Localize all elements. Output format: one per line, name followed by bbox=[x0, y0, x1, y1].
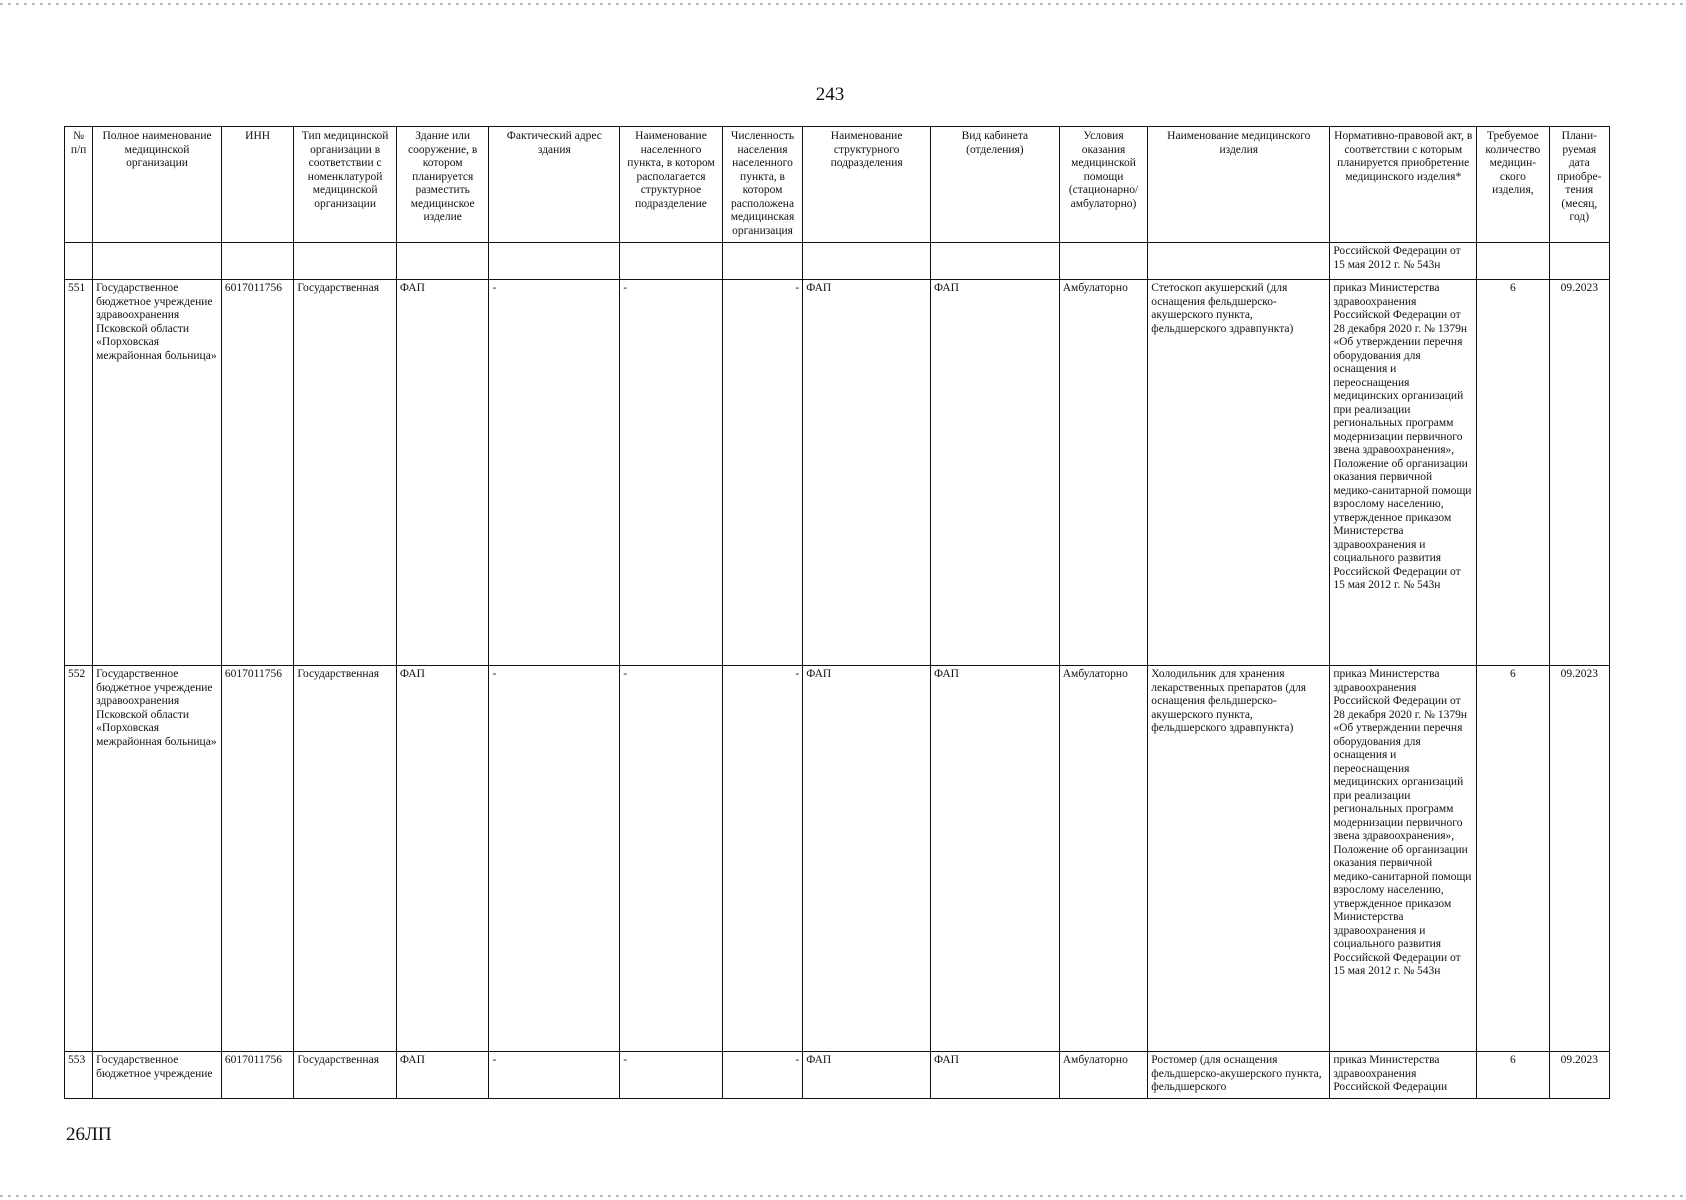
row-date: 09.2023 bbox=[1549, 1052, 1609, 1099]
row-settlement: - bbox=[620, 1052, 723, 1099]
row-number: 551 bbox=[65, 280, 93, 666]
table-row bbox=[65, 666, 1610, 1052]
header-inn: ИНН bbox=[221, 127, 293, 243]
header-building: Здание или сооружение, в котором планируется разместить медицинское изделие bbox=[396, 127, 489, 243]
row-act: приказ Министерства здравоохранения Российской Федерации от 28 декабря 2020 г. № 1379н «Об утверждении перечня оборудования для оснащения и переоснащения медицинских организаций при реализации региональных программ модернизации первичного звена здравоохранения», Положение об организации оказания первичной медико-санитарной помощи взрослому населению, утвержденное приказом Министерства здравоохранения и социального развития Российской Федерации от 15 мая 2012 г. № 543н bbox=[1330, 666, 1477, 1052]
table-row bbox=[65, 1052, 1610, 1099]
header-device: Наименование медицинского изделия bbox=[1148, 127, 1330, 243]
row-building: ФАП bbox=[396, 280, 489, 666]
header-date: Плани-руемая дата приобре-тения (месяц, год) bbox=[1549, 127, 1609, 243]
row-org-type: Государственная bbox=[294, 280, 397, 666]
row-population: - bbox=[722, 1052, 802, 1099]
row-inn: 6017011756 bbox=[221, 666, 293, 1052]
row-number: 553 bbox=[65, 1052, 93, 1099]
row-settlement: - bbox=[620, 280, 723, 666]
header-settlement: Наименование населенного пункта, в котором располагается структурное подразделение bbox=[620, 127, 723, 243]
document-code: 26ЛП bbox=[66, 1124, 112, 1145]
header-address: Фактический адрес здания bbox=[489, 127, 620, 243]
row-date: 09.2023 bbox=[1549, 666, 1609, 1052]
row-address: - bbox=[489, 1052, 620, 1099]
row-act: приказ Министерства здравоохранения Российской Федерации от 28 декабря 2020 г. № 1379н «Об утверждении перечня оборудования для оснащения и переоснащения медицинских организаций при реализации региональных программ модернизации первичного звена здравоохранения», Положение об организации оказания первичной медико-санитарной помощи взрослому населению, утвержденное приказом Министерства здравоохранения и социального развития Российской Федерации от 15 мая 2012 г. № 543н bbox=[1330, 280, 1477, 666]
header-population: Численность населения населенного пункта, в котором расположена медицинская организация bbox=[722, 127, 802, 243]
row-population: - bbox=[722, 280, 802, 666]
row-conditions: Амбулаторно bbox=[1059, 1052, 1148, 1099]
row-cabinet: ФАП bbox=[931, 280, 1060, 666]
row-date: 09.2023 bbox=[1549, 280, 1609, 666]
row-cabinet: ФАП bbox=[931, 666, 1060, 1052]
row-unit: ФАП bbox=[803, 666, 931, 1052]
scan-edge-bottom bbox=[0, 1195, 1686, 1197]
row-inn: 6017011756 bbox=[221, 280, 293, 666]
row-population: - bbox=[722, 666, 802, 1052]
row-quantity: 6 bbox=[1477, 1052, 1549, 1099]
equipment-table bbox=[64, 126, 1610, 1099]
header-act: Нормативно-правовой акт, в соответствии с которым планируется приобретение медицинского изделия* bbox=[1330, 127, 1477, 243]
page-number: 243 bbox=[815, 84, 845, 105]
header-quantity: Требуемое количество медицин-ского изделия, bbox=[1477, 127, 1549, 243]
row-conditions: Амбулаторно bbox=[1059, 280, 1148, 666]
row-conditions: Амбулаторно bbox=[1059, 666, 1148, 1052]
row-device: Ростомер (для оснащения фельдшерско-акушерского пункта, фельдшерского bbox=[1148, 1052, 1330, 1099]
header-unit: Наименование структурного подразделения bbox=[803, 127, 931, 243]
row-org-name: Государственное бюджетное учреждение bbox=[93, 1052, 222, 1099]
continuation-act: Российской Федерации от 15 мая 2012 г. № 543н bbox=[1330, 243, 1477, 280]
row-org-type: Государственная bbox=[294, 666, 397, 1052]
row-act: приказ Министерства здравоохранения Российской Федерации bbox=[1330, 1052, 1477, 1099]
row-address: - bbox=[489, 666, 620, 1052]
header-org-name: Полное наименование медицинской организации bbox=[93, 127, 222, 243]
row-org-name: Государственное бюджетное учреждение здравоохранения Псковской области «Порховская межрайонная больница» bbox=[93, 280, 222, 666]
header-conditions: Условия оказания медицинской помощи (стационарно/ амбулаторно) bbox=[1059, 127, 1148, 243]
row-org-type: Государственная bbox=[294, 1052, 397, 1099]
header-org-type: Тип медицинской организации в соответствии с номенклатурой медицинской организации bbox=[294, 127, 397, 243]
header-number: № п/п bbox=[65, 127, 93, 243]
row-building: ФАП bbox=[396, 666, 489, 1052]
row-number: 552 bbox=[65, 666, 93, 1052]
row-cabinet: ФАП bbox=[931, 1052, 1060, 1099]
continuation-row bbox=[65, 243, 1610, 280]
row-address: - bbox=[489, 280, 620, 666]
row-quantity: 6 bbox=[1477, 280, 1549, 666]
header-cabinet: Вид кабинета (отделения) bbox=[931, 127, 1060, 243]
header-row bbox=[65, 127, 1610, 243]
row-org-name: Государственное бюджетное учреждение здравоохранения Псковской области «Порховская межрайонная больница» bbox=[93, 666, 222, 1052]
row-unit: ФАП bbox=[803, 280, 931, 666]
row-quantity: 6 bbox=[1477, 666, 1549, 1052]
row-building: ФАП bbox=[396, 1052, 489, 1099]
table-row bbox=[65, 280, 1610, 666]
row-inn: 6017011756 bbox=[221, 1052, 293, 1099]
row-device: Холодильник для хранения лекарственных препаратов (для оснащения фельдшерско-акушерского пункта, фельдшерского здравпункта) bbox=[1148, 666, 1330, 1052]
scan-edge-top bbox=[0, 3, 1686, 5]
row-device: Стетоскоп акушерский (для оснащения фельдшерско-акушерского пункта, фельдшерского здравпункта) bbox=[1148, 280, 1330, 666]
row-unit: ФАП bbox=[803, 1052, 931, 1099]
row-settlement: - bbox=[620, 666, 723, 1052]
